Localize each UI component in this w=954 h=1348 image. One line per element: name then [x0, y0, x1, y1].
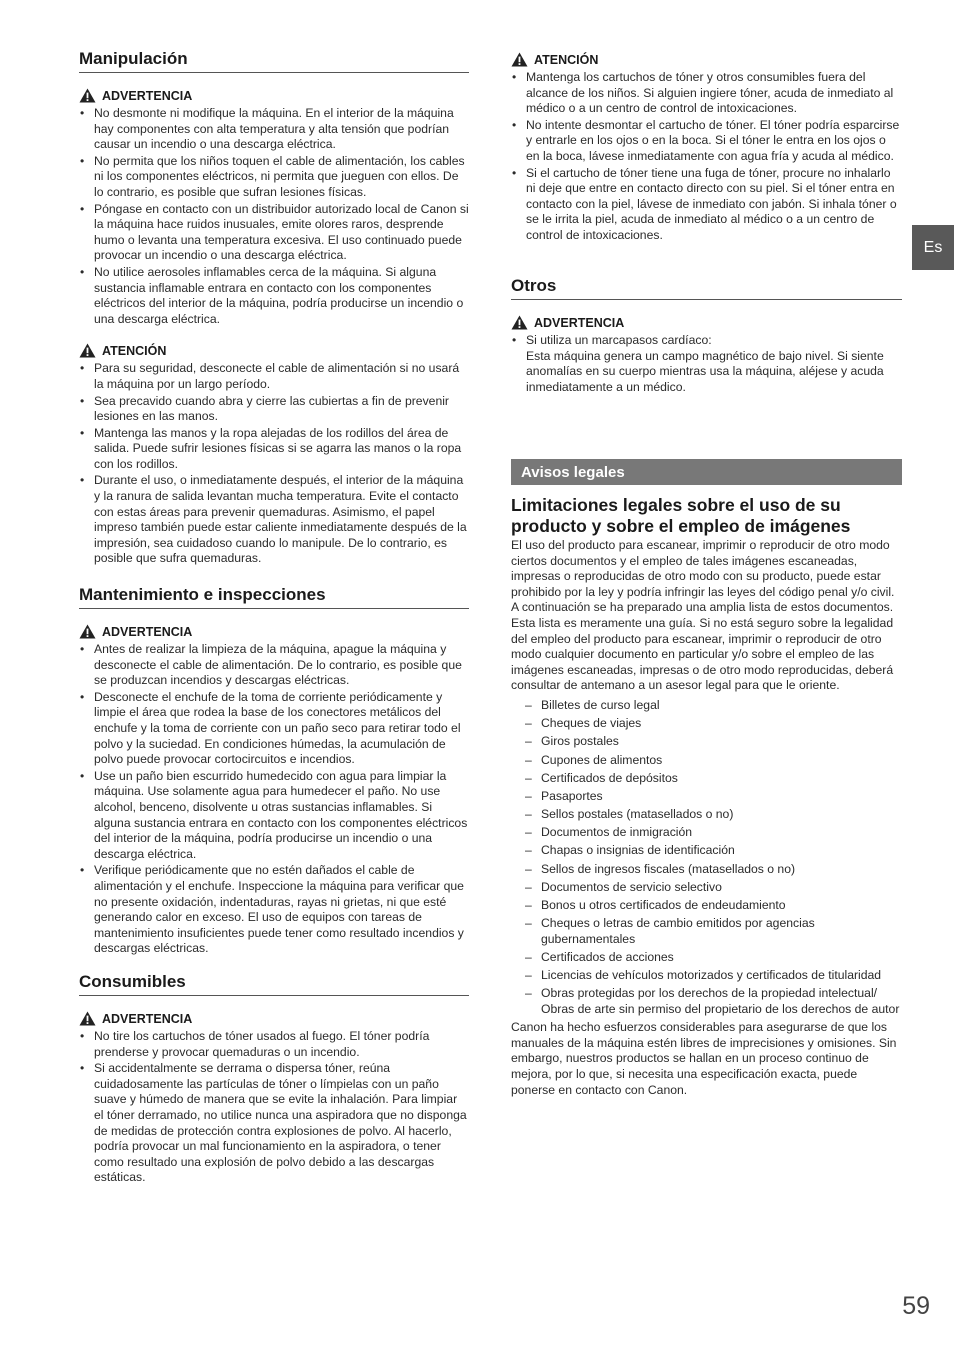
warning-list [79, 106, 469, 327]
warning-triangle-icon [511, 315, 528, 330]
caution-heading [511, 52, 902, 67]
list-item: • Póngase en contacto con un distribuidor autorizado local de Canon si la máquina hace ruidos inusuales, emite olores raros, desprende humo o levanta una temperatura excesiva. El uso continuado puede provocar un incendio o una descarga eléctrica. [79, 202, 469, 264]
warning-triangle-icon [79, 88, 96, 103]
warning-triangle-icon [79, 624, 96, 639]
list-item: – Certificados de acciones [511, 950, 902, 966]
page-number: 59 [902, 1292, 930, 1320]
list-item: – Pasaportes [511, 789, 902, 805]
section-title-manipulacion: Manipulación [79, 49, 469, 73]
list-item: – Sellos de ingresos fiscales (matasellados o no) [511, 862, 902, 878]
list-item: • No permita que los niños toquen el cable de alimentación, los cables ni los componentes eléctricos, ni permita que jueguen con ellos. De lo contrario, es posible que sufran lesiones físicas. [79, 154, 469, 201]
list-item: • Para su seguridad, desconecte el cable de alimentación si no usará la máquina por un largo período. [79, 361, 469, 392]
section-limitaciones [511, 538, 902, 1098]
warning-triangle-icon [511, 52, 528, 67]
limitaciones-title: Limitaciones legales sobre el uso de su producto y sobre el empleo de imágenes [511, 495, 851, 536]
list-item: – Cupones de alimentos [511, 753, 902, 769]
list-item: – Chapas o insignias de identificación [511, 843, 902, 859]
list-item: – Documentos de servicio selectivo [511, 880, 902, 896]
section-mantenimiento [79, 585, 469, 958]
warning-heading [511, 315, 902, 330]
documents-list [511, 698, 902, 1018]
limitaciones-closing: Canon ha hecho esfuerzos considerables para asegurarse de que los manuales de la máquina estén libres de imprecisiones y omisiones. Sin embargo, nuestros productos se hallan en un proceso continuo de mejora, por lo que, si necesita una especificación exacta, puede ponerse en contacto con Canon. [511, 1020, 897, 1097]
warning-label: ADVERTENCIA [102, 1011, 193, 1026]
section-title-consumibles: Consumibles [79, 972, 469, 996]
list-item: – Giros postales [511, 734, 902, 750]
warning-heading [79, 624, 469, 639]
caution-heading [79, 343, 469, 358]
caution-label: ATENCIÓN [534, 52, 599, 67]
list-item: • Sea precavido cuando abra y cierre las cubiertas a fin de prevenir lesiones en las manos. [79, 394, 469, 425]
warning-label: ADVERTENCIA [534, 315, 625, 330]
warning-list [79, 1029, 469, 1186]
warning-triangle-icon [79, 1011, 96, 1026]
list-item: • Durante el uso, o inmediatamente después, el interior de la máquina y la ranura de salida levantan mucha temperatura. Evite el contacto con estas áreas para prevenir quemaduras. Asimismo, el papel impreso también puede estar caliente inmediatamente después de la impresión, sea cuidadoso cuando lo manipule. De lo contrario, es posible que sufra quemaduras. [79, 473, 469, 567]
list-item: • Si accidentalmente se derrama o dispersa tóner, reúna cuidadosamente las partículas de tóner o límpielas con un paño suave y húmedo de manera que se evite la inhalación. Para limpiar el tóner derramado, no utilice nunca una aspiradora que no disponga de medidas de protección contra explosiones de polvo. Al hacerlo, podría provocar un mal funcionamiento en la aspiradora, o tener como resultado una explosión de polvo debido a las descargas estáticas. [79, 1061, 469, 1186]
avisos-legales-bar: Avisos legales [511, 459, 902, 485]
section-title-mantenimiento: Mantenimiento e inspecciones [79, 585, 469, 609]
section-title-otros: Otros [511, 276, 902, 300]
warning-list [79, 642, 469, 957]
list-item: – Certificados de depósitos [511, 771, 902, 787]
section-otros [511, 276, 902, 396]
caution-label: ATENCIÓN [102, 343, 167, 358]
warning-triangle-icon [79, 343, 96, 358]
limitaciones-intro: El uso del producto para escanear, imprimir o reproducir de otro modo ciertos documentos y el empleo de tales imágenes escaneadas, impresas o reproducidas de otro modo con su producto, puede estar prohibido por la ley y podría infringir las leyes del código penal y/o civil. A continuación se ha preparado una amplia lista de estos documentos. Esta lista es meramente una guía. Si no está seguro sobre la legalidad del empleo del producto para escanear, imprimir o reproducir de otro modo cualquier documento en particular y/o sobre el empleo de las imágenes escaneadas, impresas o de otro modo reproducidas, deberá consultar de antemano a un asesor legal para que le oriente. [511, 538, 895, 693]
list-item: • Use un paño bien escurrido humedecido con agua para limpiar la máquina. Use solamente agua para humedecer el paño. No use alcohol, benceno, disolvente u otras sustancias inflamables. Si alguna sustancia entrara en contacto con los componentes eléctricos del interior de la máquina, podría producirse un incendio o una descarga eléctrica. [79, 769, 469, 863]
list-item: – Cheques o letras de cambio emitidos por agencias gubernamentales [511, 916, 902, 947]
list-item: • Antes de realizar la limpieza de la máquina, apague la máquina y desconecte el cable de alimentación. De lo contrario, es posible que se produzcan incendios y descargas eléctricas. [79, 642, 469, 689]
list-item: – Cheques de viajes [511, 716, 902, 732]
list-item: – Licencias de vehículos motorizados y certificados de titularidad [511, 968, 902, 984]
list-item-intro: • Si utiliza un marcapasos cardíaco: [526, 333, 712, 347]
list-item: • Verifique periódicamente que no estén dañados el cable de alimentación y el enchufe. Inspeccione la máquina para verificar que no presente oxidación, indentaduras, rayas ni grietas, ni que esté generando calor en exceso. El uso de equipos con tareas de mantenimiento insuficientes puede tener como resultado incendios y descargas eléctricas. [79, 863, 469, 957]
caution-list [511, 70, 902, 244]
list-item: • No tire los cartuchos de tóner usados al fuego. El tóner podría prenderse y provocar quemaduras o un incendio. [79, 1029, 469, 1060]
warning-list [511, 333, 902, 395]
list-item: • Mantenga los cartuchos de tóner y otros consumibles fuera del alcance de los niños. Si alguien ingiere tóner, acuda de inmediato al médico o a un centro de control de intoxicaciones. [511, 70, 902, 117]
list-item: • No utilice aerosoles inflamables cerca de la máquina. Si alguna sustancia inflamable entrara en contacto con los componentes eléctricos del interior de la máquina, podría producirse un incendio o una descarga eléctrica. [79, 265, 469, 327]
list-item: • Mantenga las manos y la ropa alejadas de los rodillos del área de salida. Puede sufrir lesiones físicas si se agarra las manos o la ropa con los rodillos. [79, 426, 469, 473]
caution-list [79, 361, 469, 567]
list-item [511, 333, 902, 395]
section-manipulacion [79, 49, 469, 568]
language-tab: Es [912, 225, 954, 270]
list-item: • Si el cartucho de tóner tiene una fuga de tóner, procure no inhalarlo ni deje que entre en contacto directo con su piel. Si el tóner entra en contacto con la piel, lávese de inmediato con jabón. Si inhala tóner o se le irrita la piel, acuda de inmediato al médico o a un centro de control de intoxicaciones. [511, 166, 902, 244]
warning-label: ADVERTENCIA [102, 88, 193, 103]
list-item: – Billetes de curso legal [511, 698, 902, 714]
list-item: – Obras protegidas por los derechos de la propiedad intelectual/ Obras de arte sin permiso del propietario de los derechos de autor [511, 986, 902, 1017]
list-item: • No desmonte ni modifique la máquina. En el interior de la máquina hay componentes con alta temperatura y alta tensión que podrían causar un incendio o una descarga eléctrica. [79, 106, 469, 153]
section-consumibles-atencion [511, 37, 902, 245]
warning-label: ADVERTENCIA [102, 624, 193, 639]
list-item: • Desconecte el enchufe de la toma de corriente periódicamente y limpie el área que rodea la base de los conectores metálicos del enchufe y la toma de corriente con un paño seco para retirar todo el polvo y la suciedad. En condiciones húmedas, la acumulación de polvo puede provocar cortocircuitos e incendios. [79, 690, 469, 768]
section-consumibles [79, 972, 469, 1187]
list-item: – Sellos postales (matasellados o no) [511, 807, 902, 823]
list-item-text: Esta máquina genera un campo magnético de bajo nivel. Si siente anomalías en su cuerpo mientras usa la máquina, aléjese y acuda inmediatamente a un médico. [526, 348, 884, 394]
list-item: – Documentos de inmigración [511, 825, 902, 841]
warning-heading [79, 88, 469, 103]
list-item: • No intente desmontar el cartucho de tóner. El tóner podría esparcirse y entrarle en los ojos o en la boca. Si el tóner le entra en los ojos o en la boca, lávese inmediatamente con agua fría y acuda al médico. [511, 118, 902, 165]
warning-heading [79, 1011, 469, 1026]
list-item: – Bonos u otros certificados de endeudamiento [511, 898, 902, 914]
